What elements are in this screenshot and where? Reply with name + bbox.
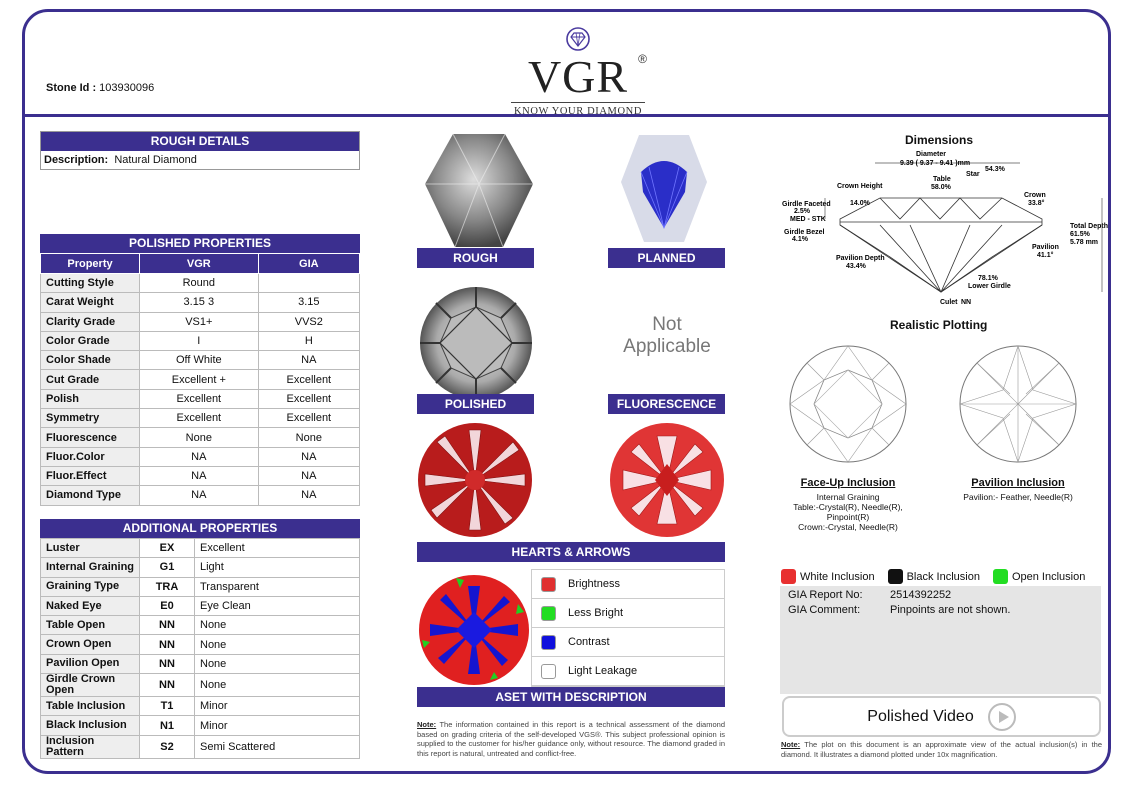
note-right-label: Note: xyxy=(781,740,801,749)
logo-wordmark: VGR xyxy=(527,51,629,102)
crown-height-value: 14.0% xyxy=(850,200,870,207)
legend-swatch-icon xyxy=(993,569,1008,584)
gia-value: H xyxy=(258,331,359,350)
inclusion-legend xyxy=(781,569,1101,584)
logo-tagline: KNOW YOUR DIAMOND xyxy=(511,102,645,117)
pavilion-plot xyxy=(958,344,1078,464)
polished-row xyxy=(41,274,360,293)
additional-property: Naked Eye xyxy=(41,596,140,615)
vgr-logo xyxy=(511,26,645,117)
polished-properties xyxy=(40,234,360,506)
aset-row xyxy=(532,628,724,657)
additional-properties-title: ADDITIONAL PROPERTIES xyxy=(40,519,360,538)
polished-label: POLISHED xyxy=(417,394,534,414)
aset-label: Contrast xyxy=(568,636,610,648)
additional-value: None xyxy=(195,654,360,673)
aset-row xyxy=(532,570,724,599)
rough-label: ROUGH xyxy=(417,248,534,268)
additional-property: Graining Type xyxy=(41,577,140,596)
arrows-image xyxy=(609,422,725,538)
aset-swatch-icon xyxy=(541,635,556,650)
vgr-value: Excellent xyxy=(140,389,259,408)
additional-property: Black Inclusion xyxy=(41,716,140,735)
polished-video-label: Polished Video xyxy=(867,707,974,725)
vgr-value: NA xyxy=(140,447,259,466)
face-up-inclusion-details xyxy=(778,492,918,532)
face-up-line: Table:-Crystal(R), Needle(R), xyxy=(793,502,903,512)
additional-row xyxy=(41,596,360,615)
vgr-value: NA xyxy=(140,486,259,505)
polished-row xyxy=(41,447,360,466)
additional-value: Transparent xyxy=(195,577,360,596)
vgr-value: I xyxy=(140,331,259,350)
additional-property: Crown Open xyxy=(41,635,140,654)
culet-value: NN xyxy=(961,299,972,306)
gia-value: NA xyxy=(258,351,359,370)
legend-label: Open Inclusion xyxy=(1011,570,1086,583)
aset-image xyxy=(418,574,530,686)
polished-video-button[interactable] xyxy=(782,696,1101,737)
additional-value: Excellent xyxy=(195,539,360,558)
gia-value xyxy=(258,274,359,293)
rough-description-label: Description: xyxy=(44,154,109,166)
crown-value: 33.8° xyxy=(1028,200,1045,207)
note-middle xyxy=(417,720,725,758)
stone-id xyxy=(46,82,154,94)
property-name: Color Grade xyxy=(41,331,140,350)
pavilion-inclusion-details: Pavilion:- Feather, Needle(R) xyxy=(963,492,1073,502)
rough-description xyxy=(41,151,359,169)
face-up-line: Pinpoint(R) xyxy=(826,512,870,522)
aset-title: ASET WITH DESCRIPTION xyxy=(417,687,725,707)
gia-report-label: GIA Report No: xyxy=(788,589,863,601)
polished-properties-title: POLISHED PROPERTIES xyxy=(40,234,360,253)
polished-row xyxy=(41,312,360,331)
additional-value: None xyxy=(195,674,360,697)
diamond-logo-icon xyxy=(565,26,591,52)
vgr-value: Off White xyxy=(140,351,259,370)
polished-header-row xyxy=(41,254,360,274)
polished-row xyxy=(41,389,360,408)
polished-row xyxy=(41,486,360,505)
additional-property: Girdle Crown Open xyxy=(41,674,140,697)
gia-value: NA xyxy=(258,466,359,485)
property-name: Diamond Type xyxy=(41,486,140,505)
polished-row xyxy=(41,466,360,485)
rough-details xyxy=(40,131,360,170)
additional-row xyxy=(41,539,360,558)
polished-diamond-image xyxy=(418,285,534,401)
property-name: Symmetry xyxy=(41,409,140,428)
aset-swatch-icon xyxy=(541,577,556,592)
crown-height-label: Crown Height xyxy=(837,183,883,190)
logo-registered: ® xyxy=(638,52,647,66)
additional-row xyxy=(41,635,360,654)
additional-value: Eye Clean xyxy=(195,596,360,615)
gia-value: Excellent xyxy=(258,409,359,428)
additional-code: TRA xyxy=(140,577,195,596)
vgr-value: Excellent + xyxy=(140,370,259,389)
aset-label: Light Leakage xyxy=(568,665,638,677)
legend-swatch-icon xyxy=(781,569,796,584)
col-vgr: VGR xyxy=(140,254,259,274)
additional-code: S2 xyxy=(140,735,195,758)
aset-row xyxy=(532,657,724,686)
total-depth-label: Total Depth xyxy=(1070,223,1108,230)
additional-code: EX xyxy=(140,539,195,558)
additional-property: Luster xyxy=(41,539,140,558)
additional-property: Inclusion Pattern xyxy=(41,735,140,758)
gia-value: None xyxy=(258,428,359,447)
additional-value: Semi Scattered xyxy=(195,735,360,758)
property-name: Fluorescence xyxy=(41,428,140,447)
additional-code: N1 xyxy=(140,716,195,735)
additional-properties xyxy=(40,519,360,759)
property-name: Fluor.Effect xyxy=(41,466,140,485)
polished-row xyxy=(41,293,360,312)
gia-value: VVS2 xyxy=(258,312,359,331)
hearts-image xyxy=(417,422,533,538)
additional-row xyxy=(41,577,360,596)
additional-code: E0 xyxy=(140,596,195,615)
gia-report-row xyxy=(788,589,1093,604)
additional-property: Internal Graining xyxy=(41,558,140,577)
additional-row xyxy=(41,558,360,577)
dimensions-diagram xyxy=(780,147,1108,306)
polished-row xyxy=(41,331,360,350)
culet-label: Culet xyxy=(940,299,958,306)
additional-value: None xyxy=(195,616,360,635)
girdle-bezel-value: 4.1% xyxy=(792,236,808,243)
pavilion-value: 41.1° xyxy=(1037,252,1054,259)
gia-report-value: 2514392252 xyxy=(890,589,952,601)
vgr-value: VS1+ xyxy=(140,312,259,331)
legend-item xyxy=(888,569,980,584)
polished-row xyxy=(41,428,360,447)
face-up-inclusion-title: Face-Up Inclusion xyxy=(800,477,896,489)
legend-item xyxy=(781,569,875,584)
face-up-line: Internal Graining xyxy=(816,492,880,502)
aset-swatch-icon xyxy=(541,664,556,679)
pavilion-label: Pavilion xyxy=(1032,244,1059,251)
note-middle-text: The information contained in this report is a technical assessment of the diamond based on grading criteria of the self-developed VGS®. This subject professional opinion is supplied to the customer for his/her guidance only, without resource. The diamond graded in this report is natural, untreated and conflict-free. xyxy=(417,720,725,758)
vgr-value: None xyxy=(140,428,259,447)
additional-value: None xyxy=(195,635,360,654)
additional-body xyxy=(41,539,360,759)
additional-row xyxy=(41,697,360,716)
legend-label: Black Inclusion xyxy=(906,570,980,583)
star-label: Star xyxy=(966,171,980,178)
rough-diamond-image xyxy=(423,129,535,249)
total-depth-value: 61.5% xyxy=(1070,231,1090,238)
additional-table xyxy=(40,538,360,759)
additional-property: Pavilion Open xyxy=(41,654,140,673)
legend-item xyxy=(993,569,1085,584)
gia-comment-label: GIA Comment: xyxy=(788,604,861,616)
girdle-bezel-label: Girdle Bezel xyxy=(784,229,825,236)
gia-value: Excellent xyxy=(258,370,359,389)
additional-value: Minor xyxy=(195,697,360,716)
additional-value: Light xyxy=(195,558,360,577)
play-icon[interactable] xyxy=(988,703,1016,731)
report-frame xyxy=(22,9,1111,774)
col-property: Property xyxy=(41,254,140,274)
table-label: Table xyxy=(933,176,951,183)
legend-swatch-icon xyxy=(888,569,903,584)
gia-panel xyxy=(780,586,1101,694)
diameter-label: Diameter xyxy=(916,151,946,158)
vgr-value: Excellent xyxy=(140,409,259,428)
total-depth-mm: 5.78 mm xyxy=(1070,239,1099,246)
report-header xyxy=(25,12,1108,117)
vgr-value: 3.15 3 xyxy=(140,293,259,312)
gia-comment-value: Pinpoints are not shown. xyxy=(890,604,1011,616)
additional-property: Table Inclusion xyxy=(41,697,140,716)
additional-code: NN xyxy=(140,654,195,673)
polished-table xyxy=(40,253,360,506)
diameter-value: 9.39 ( 9.37 - 9.41 )mm xyxy=(900,160,971,167)
vgr-value: NA xyxy=(140,466,259,485)
gia-value: NA xyxy=(258,447,359,466)
additional-row xyxy=(41,616,360,635)
lower-girdle-value: 78.1% xyxy=(978,275,998,282)
planned-diamond-image xyxy=(619,132,709,244)
polished-body xyxy=(41,274,360,506)
aset-legend xyxy=(531,569,725,687)
aset-swatch-icon xyxy=(541,606,556,621)
gia-comment-row xyxy=(788,604,1093,619)
gia-value: Excellent xyxy=(258,389,359,408)
additional-property: Table Open xyxy=(41,616,140,635)
aset-label: Brightness xyxy=(568,578,620,590)
polished-row xyxy=(41,409,360,428)
additional-code: NN xyxy=(140,674,195,697)
dimensions-title: Dimensions xyxy=(905,133,974,147)
property-name: Clarity Grade xyxy=(41,312,140,331)
girdle-value: MED - STK xyxy=(790,216,826,223)
gia-value: NA xyxy=(258,486,359,505)
pavilion-depth-label: Pavilion Depth xyxy=(836,255,885,262)
star-value: 54.3% xyxy=(985,166,1005,173)
planned-label: PLANNED xyxy=(608,248,725,268)
stone-id-value: 103930096 xyxy=(99,82,155,94)
aset-row xyxy=(532,599,724,628)
additional-row xyxy=(41,735,360,758)
girdle-faceted-label: Girdle Faceted xyxy=(782,201,831,208)
not-applicable-text: Not Applicable xyxy=(623,314,711,357)
note-right xyxy=(781,740,1102,759)
realistic-plotting-title: Realistic Plotting xyxy=(890,318,988,332)
property-name: Cutting Style xyxy=(41,274,140,293)
pavilion-depth-value: 43.4% xyxy=(846,263,866,270)
additional-row xyxy=(41,716,360,735)
property-name: Cut Grade xyxy=(41,370,140,389)
property-name: Polish xyxy=(41,389,140,408)
girdle-faceted-value: 2.5% xyxy=(794,208,810,215)
polished-row xyxy=(41,351,360,370)
note-middle-label: Note: xyxy=(417,720,437,729)
table-value: 58.0% xyxy=(931,184,951,191)
legend-label: White Inclusion xyxy=(800,570,875,583)
additional-code: NN xyxy=(140,635,195,654)
face-up-plot xyxy=(788,344,908,464)
stone-id-label: Stone Id : xyxy=(46,82,97,94)
crown-label: Crown xyxy=(1024,192,1046,199)
polished-row xyxy=(41,370,360,389)
gia-value: 3.15 xyxy=(258,293,359,312)
rough-description-value: Natural Diamond xyxy=(114,154,197,166)
additional-value: Minor xyxy=(195,716,360,735)
additional-code: T1 xyxy=(140,697,195,716)
face-up-line: Crown:-Crystal, Needle(R) xyxy=(798,522,898,532)
lower-girdle-label: Lower Girdle xyxy=(968,283,1011,290)
additional-row xyxy=(41,654,360,673)
pavilion-inclusion-title: Pavilion Inclusion xyxy=(971,477,1065,489)
property-name: Carat Weight xyxy=(41,293,140,312)
hearts-arrows-label: HEARTS & ARROWS xyxy=(417,542,725,562)
note-right-text: The plot on this document is an approximate view of the actual inclusion(s) in the diamond. It illustrates a diamond plotted under 10x magnification. xyxy=(781,740,1102,759)
property-name: Color Shade xyxy=(41,351,140,370)
vgr-value: Round xyxy=(140,274,259,293)
additional-code: G1 xyxy=(140,558,195,577)
fluorescence-label: FLUORESCENCE xyxy=(608,394,725,414)
additional-row xyxy=(41,674,360,697)
col-gia: GIA xyxy=(258,254,359,274)
aset-label: Less Bright xyxy=(568,607,624,619)
property-name: Fluor.Color xyxy=(41,447,140,466)
additional-code: NN xyxy=(140,616,195,635)
rough-details-title: ROUGH DETAILS xyxy=(41,132,359,151)
